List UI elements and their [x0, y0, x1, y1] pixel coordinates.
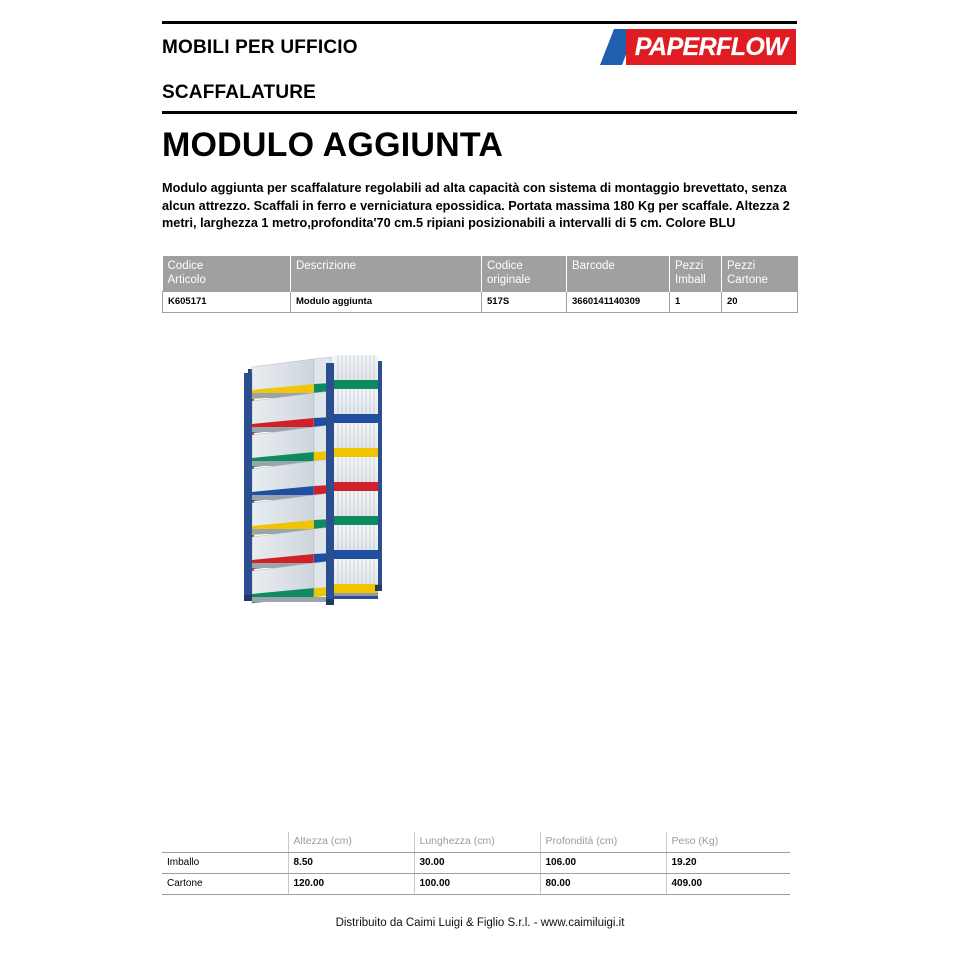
col-descrizione-l1: Descrizione	[296, 260, 357, 272]
col-lunghezza: Lunghezza (cm)	[414, 832, 540, 853]
col-codice-originale-l1: Codice	[487, 260, 523, 272]
shelving-unit-illustration	[236, 347, 388, 607]
footer-distributor: Distribuito da Caimi Luigi & Figlio S.r.l. - www.caimiluigi.it	[335, 917, 625, 929]
cell-row-label-imballo: Imballo	[162, 853, 288, 874]
col-barcode-l1: Barcode	[572, 260, 615, 272]
col-descrizione	[291, 256, 482, 292]
cell-cartone-altezza: 120.00	[288, 874, 414, 895]
col-codice-originale-l2: originale	[487, 274, 531, 286]
cell-imballo-altezza: 8.50	[288, 853, 414, 874]
cell-cartone-peso: 409.00	[666, 874, 790, 895]
header-top-rule	[162, 21, 797, 24]
col-dim-corner	[162, 832, 288, 853]
article-table	[162, 256, 798, 313]
col-pezzi-imball	[670, 256, 722, 292]
col-codice-articolo-l1: Codice	[167, 260, 204, 272]
col-pezzi-cartone-l2: Cartone	[727, 274, 768, 286]
cell-cartone-lunghezza: 100.00	[414, 874, 540, 895]
table-row	[162, 853, 790, 874]
col-codice-articolo-l2: Articolo	[167, 274, 206, 286]
header-bottom-rule	[162, 111, 797, 114]
cell-codice-originale: 517S	[482, 292, 567, 313]
cell-imballo-profondita: 106.00	[540, 853, 666, 874]
table-row	[162, 874, 790, 895]
table-row	[163, 292, 798, 313]
paperflow-logo	[600, 29, 796, 65]
cell-pezzi-cartone: 20	[722, 292, 798, 313]
cell-row-label-cartone: Cartone	[162, 874, 288, 895]
article-table-header-row	[163, 256, 798, 292]
cell-pezzi-imball: 1	[670, 292, 722, 313]
cell-cartone-profondita: 80.00	[540, 874, 666, 895]
col-altezza: Altezza (cm)	[288, 832, 414, 853]
dimensions-table	[162, 832, 790, 895]
cell-descrizione: Modulo aggiunta	[291, 292, 482, 313]
page-title: MODULO AGGIUNTA	[162, 126, 504, 164]
col-barcode	[567, 256, 670, 292]
category-line-1: MOBILI PER UFFICIO	[162, 37, 358, 58]
cell-codice-articolo: K605171	[163, 292, 291, 313]
cell-imballo-peso: 19.20	[666, 853, 790, 874]
product-image	[236, 347, 388, 607]
category-line-2: SCAFFALATURE	[162, 82, 317, 103]
logo-wordmark: PAPERFLOW	[634, 33, 788, 61]
col-pezzi-cartone	[722, 256, 798, 292]
col-pezzi-imball-l1: Pezzi	[675, 260, 704, 272]
col-peso: Peso (Kg)	[666, 832, 790, 853]
cell-barcode: 3660141140309	[567, 292, 670, 313]
col-pezzi-imball-l2: Imball	[675, 274, 706, 286]
dimensions-table-header-row	[162, 832, 790, 853]
col-profondita: Profondità (cm)	[540, 832, 666, 853]
cell-imballo-lunghezza: 30.00	[414, 853, 540, 874]
col-codice-originale	[482, 256, 567, 292]
product-description: Modulo aggiunta per scaffalature regolabili ad alta capacità con sistema di montaggio brevettato, senza alcun attrezzo. Scaffali in ferro e verniciatura epossidica. Portata massima 180 Kg per scaffale. Altezza 2 metri, larghezza 1 metro,profondita'70 cm.5 ripiani posizionabili a intervalli di 5 cm. Colore BLU	[162, 181, 790, 231]
col-pezzi-cartone-l1: Pezzi	[727, 260, 756, 272]
col-codice-articolo	[163, 256, 291, 292]
